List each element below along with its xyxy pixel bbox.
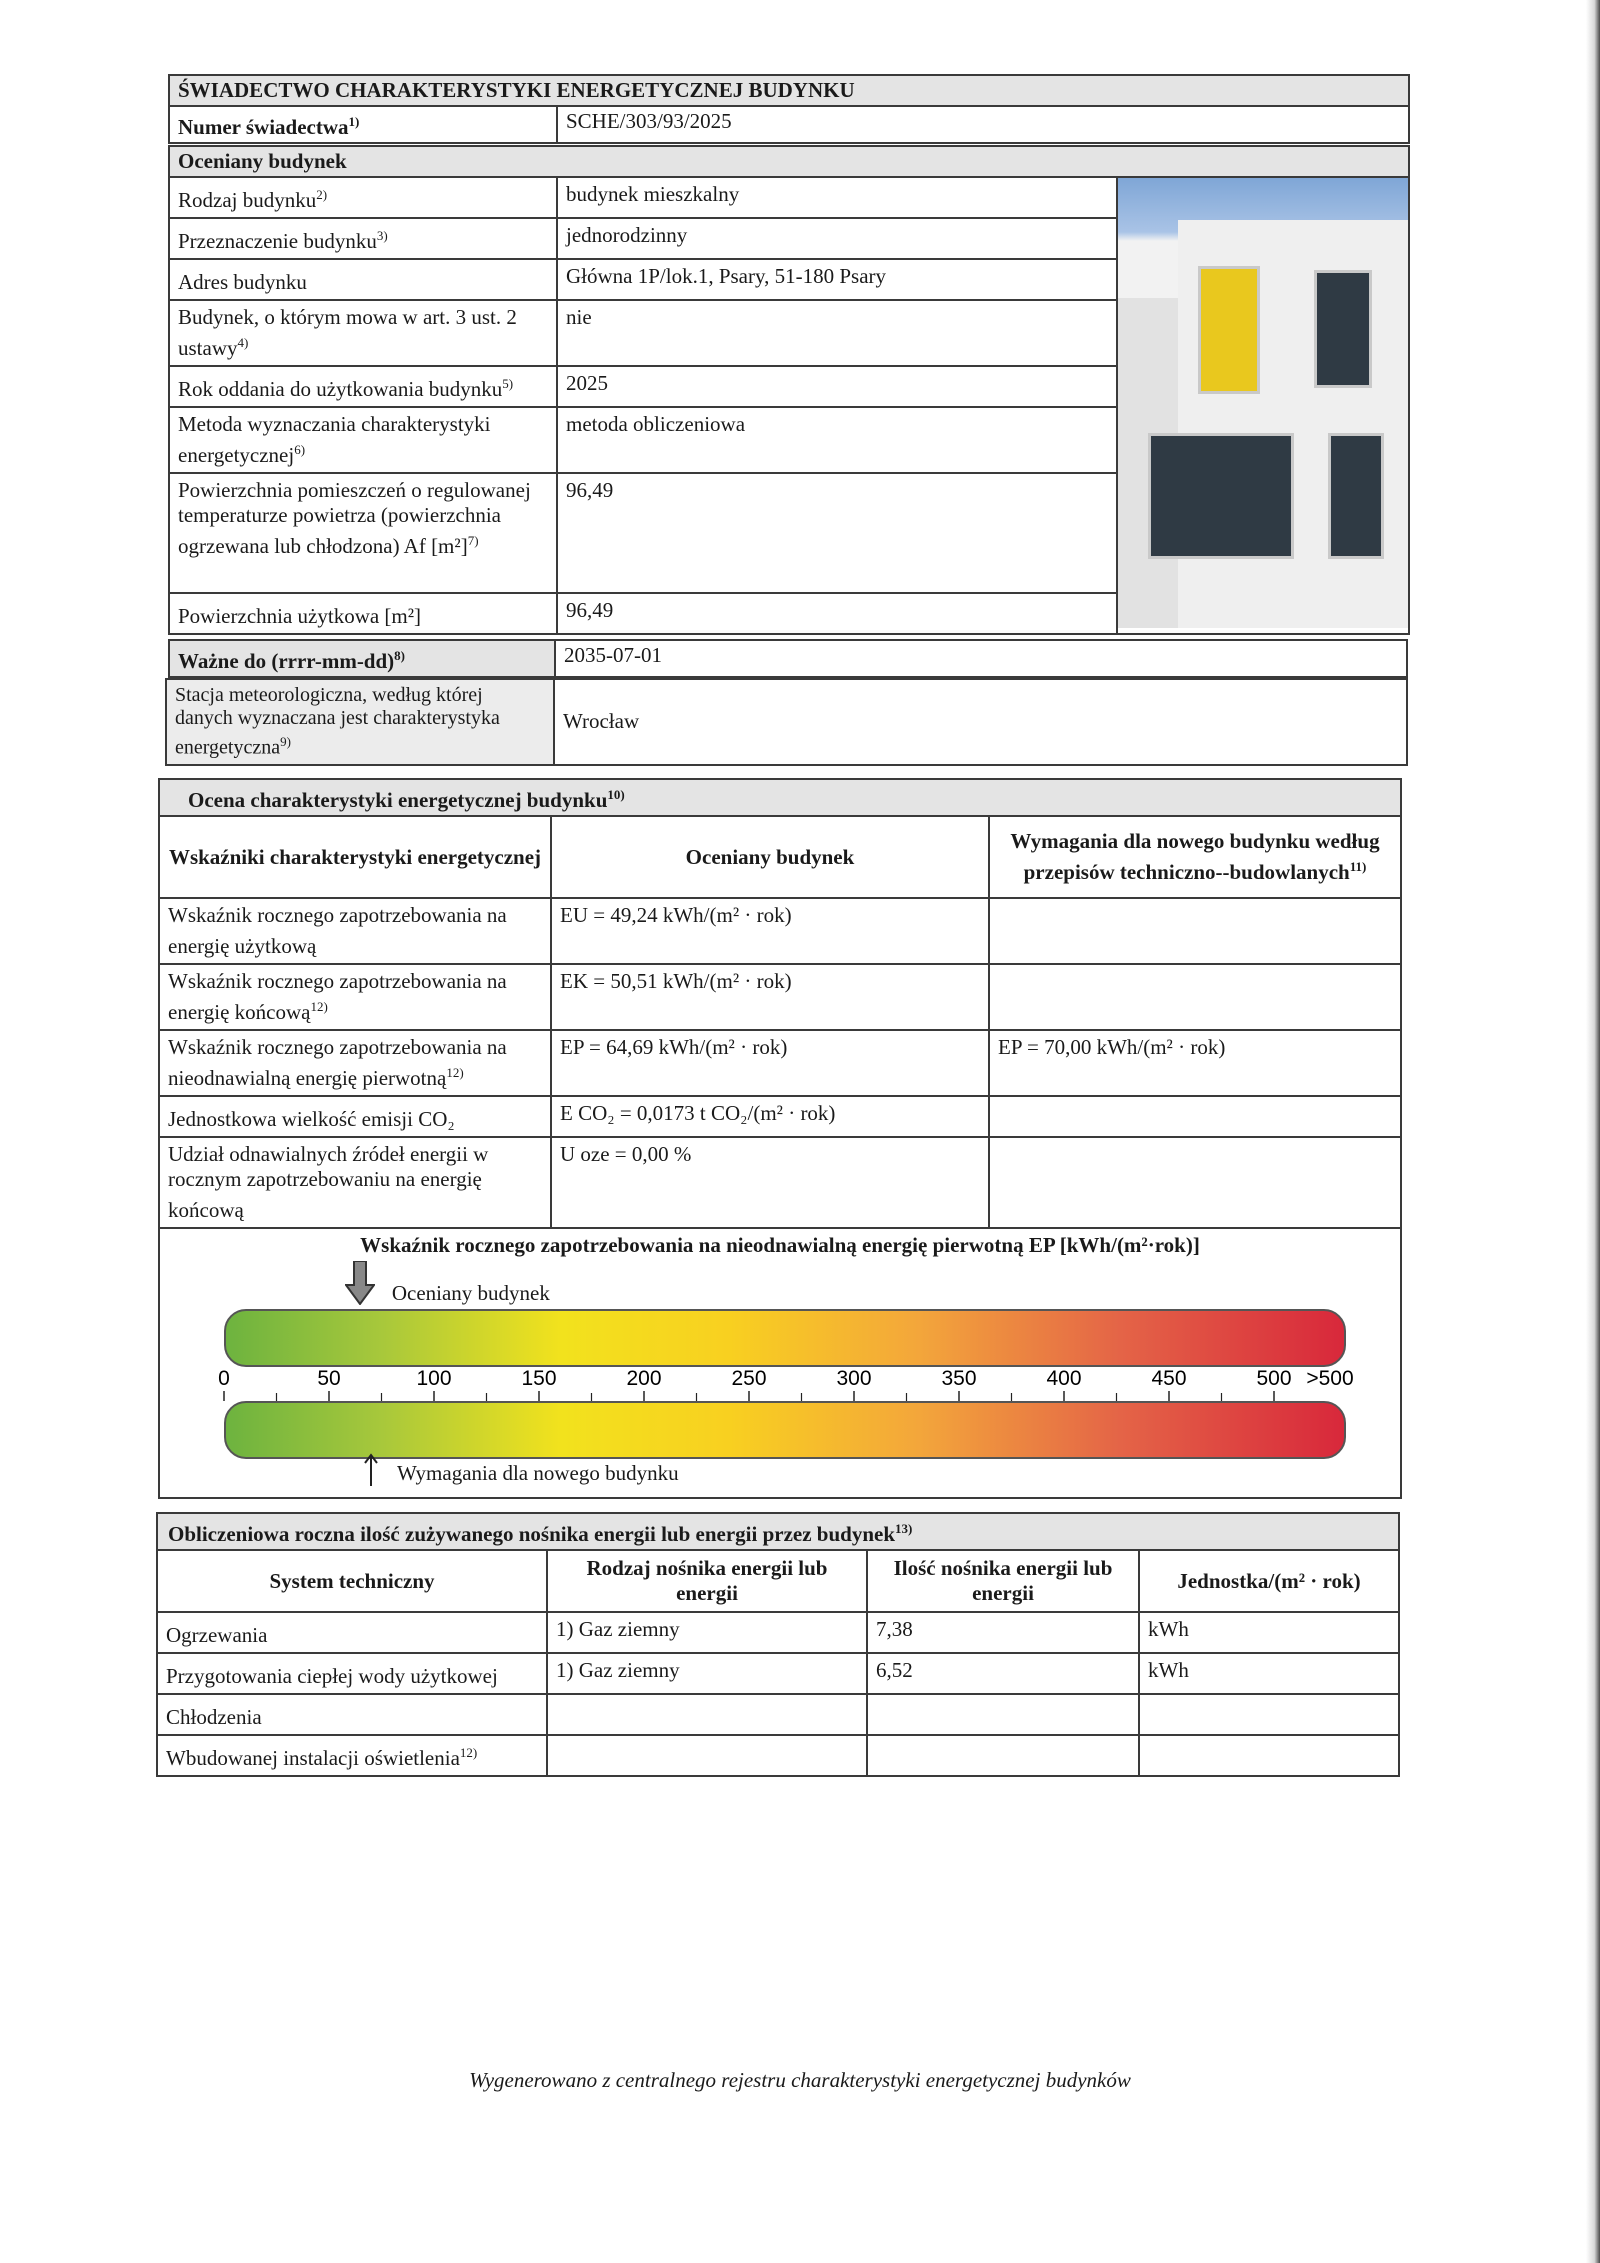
building-row-value: Główna 1P/lok.1, Psary, 51-180 Psary xyxy=(557,259,1117,300)
table-row xyxy=(157,1735,1399,1776)
carrier-type: 1) Gaz ziemny xyxy=(547,1653,867,1694)
scale-tick-label: 50 xyxy=(317,1367,341,1390)
indicator-label: Wskaźnik rocznego zapotrzebowania na energię użytkową xyxy=(159,898,551,964)
col-header-carrier: Rodzaj nośnika energii lub energii xyxy=(547,1550,867,1612)
building-row-label: Metoda wyznaczania charakterystyki energetycznej$^{6)}$ xyxy=(169,407,557,473)
required-arrow-icon xyxy=(363,1453,379,1493)
building-row-label: Rok oddania do użytkowania budynku$^{5)}$ xyxy=(169,366,557,407)
scale-tick-label: 0 xyxy=(218,1367,230,1390)
carrier-type xyxy=(547,1694,867,1735)
indicator-label: Wskaźnik rocznego zapotrzebowania na energię końcową$^{12)}$ xyxy=(159,964,551,1030)
ep-scale-title: Wskaźnik rocznego zapotrzebowania na nieodnawialną energię pierwotną EP [kWh/(m²·rok)] xyxy=(360,1233,1200,1257)
scale-tick-label: 300 xyxy=(836,1367,872,1390)
ep-scale-bar-bottom xyxy=(224,1401,1346,1459)
system-name: Wbudowanej instalacji oświetlenia$^{12)}$ xyxy=(157,1735,547,1776)
indicator-label: Jednostkowa wielkość emisji CO₂ xyxy=(159,1096,551,1137)
col-header-requirements: Wymagania dla nowego budynku według przepisów techniczno--budowlanych$^{11)}$ xyxy=(989,816,1401,898)
indicator-requirement xyxy=(989,964,1401,1030)
building-section xyxy=(168,145,1410,635)
carriers-title: Obliczeniowa roczna ilość zużywanego nośnika energii lub energii przez budynek$^{13)}$ xyxy=(157,1513,1399,1550)
carrier-unit: kWh xyxy=(1139,1653,1399,1694)
carrier-unit: kWh xyxy=(1139,1612,1399,1653)
carrier-amount xyxy=(867,1735,1139,1776)
station-label: Stacja meteorologiczna, według której danych wyznaczana jest charakterystyka energetyczna$^{9)}$ xyxy=(166,679,554,765)
carrier-amount xyxy=(867,1694,1139,1735)
indicator-value: E CO₂ = 0,0173 t CO₂/(m² · rok) xyxy=(551,1096,989,1137)
scale-tick-label: 450 xyxy=(1151,1367,1187,1390)
scale-tick-label: 350 xyxy=(941,1367,977,1390)
system-name: Ogrzewania xyxy=(157,1612,547,1653)
building-row-label: Budynek, o którym mowa w art. 3 ust. 2 ustawy$^{4)}$ xyxy=(169,300,557,366)
assessed-label: Oceniany budynek xyxy=(391,1281,550,1305)
carrier-unit xyxy=(1139,1694,1399,1735)
building-photo xyxy=(1117,177,1409,634)
assessment-title: Ocena charakterystyki energetycznej budynku$^{10)}$ xyxy=(159,779,1401,816)
carrier-type xyxy=(547,1735,867,1776)
indicator-requirement: EP = 70,00 kWh/(m² · rok) xyxy=(989,1030,1401,1096)
assessed-arrow-icon xyxy=(345,1261,375,1311)
certificate-number-label: Numer świadectwa$^{1)}$ xyxy=(169,106,557,143)
system-name: Przygotowania ciepłej wody użytkowej xyxy=(157,1653,547,1694)
certificate-title: ŚWIADECTWO CHARAKTERYSTYKI ENERGETYCZNEJ BUDYNKU xyxy=(169,75,1409,106)
indicator-value: U oze = 0,00 % xyxy=(551,1137,989,1228)
station-value: Wrocław xyxy=(554,679,1407,765)
carrier-unit xyxy=(1139,1735,1399,1776)
col-header-system: System techniczny xyxy=(157,1550,547,1612)
building-row-value: budynek mieszkalny xyxy=(557,177,1117,218)
table-row xyxy=(157,1612,1399,1653)
ep-scale-panel xyxy=(159,1228,1401,1498)
building-row-value: jednorodzinny xyxy=(557,218,1117,259)
assessment-section xyxy=(158,778,1402,1499)
building-row-value: 2025 xyxy=(557,366,1117,407)
footer-note: Wygenerowano z centralnego rejestru charakterystyki energetycznej budynków xyxy=(469,2068,1131,2092)
col-header-unit: Jednostka/(m² · rok) xyxy=(1139,1550,1399,1612)
scan-edge xyxy=(1586,0,1600,2263)
col-header-amount: Ilość nośnika energii lub energii xyxy=(867,1550,1139,1612)
certificate-number: SCHE/303/93/2025 xyxy=(557,106,1409,143)
indicator-label: Udział odnawialnych źródeł energii w rocznym zapotrzebowaniu na energię końcową xyxy=(159,1137,551,1228)
carrier-amount: 7,38 xyxy=(867,1612,1139,1653)
building-row-label: Adres budynku xyxy=(169,259,557,300)
scale-tick-label: 200 xyxy=(626,1367,662,1390)
indicator-requirement xyxy=(989,1137,1401,1228)
system-name: Chłodzenia xyxy=(157,1694,547,1735)
indicator-requirement xyxy=(989,898,1401,964)
col-header-assessed: Oceniany budynek xyxy=(551,816,989,898)
building-row-label: Rodzaj budynku$^{2)}$ xyxy=(169,177,557,218)
building-row-label: Przeznaczenie budynku$^{3)}$ xyxy=(169,218,557,259)
table-row xyxy=(157,1694,1399,1735)
building-row-label: Powierzchnia użytkowa [m²] xyxy=(169,593,557,634)
validity-label: Ważne do (rrrr-mm-dd)$^{8)}$ xyxy=(169,640,555,677)
building-row-value: 96,49 xyxy=(557,593,1117,634)
indicator-requirement xyxy=(989,1096,1401,1137)
scale-tick-label: 250 xyxy=(731,1367,767,1390)
indicator-value: EP = 64,69 kWh/(m² · rok) xyxy=(551,1030,989,1096)
scale-tick-label: 500 xyxy=(1256,1367,1292,1390)
carrier-amount: 6,52 xyxy=(867,1653,1139,1694)
ep-scale-bar-top xyxy=(224,1309,1346,1367)
building-row-value: metoda obliczeniowa xyxy=(557,407,1117,473)
indicator-value: EK = 50,51 kWh/(m² · rok) xyxy=(551,964,989,1030)
indicator-value: EU = 49,24 kWh/(m² · rok) xyxy=(551,898,989,964)
building-row-label: Powierzchnia pomieszczeń o regulowanej temperaturze powietrza (powierzchnia ogrzewana lub chłodzona) Af $[m^2]^{7)}$ xyxy=(169,473,557,593)
validity-section xyxy=(168,639,1408,678)
building-row-value: nie xyxy=(557,300,1117,366)
required-label: Wymagania dla nowego budynku xyxy=(397,1461,679,1485)
scale-tick-label: 400 xyxy=(1046,1367,1082,1390)
building-row-value: 96,49 xyxy=(557,473,1117,593)
scale-tick-label: 100 xyxy=(416,1367,452,1390)
table-row xyxy=(157,1653,1399,1694)
scale-tick-label: 150 xyxy=(521,1367,557,1390)
carriers-section xyxy=(156,1512,1400,1777)
indicator-label: Wskaźnik rocznego zapotrzebowania na nieodnawialną energię pierwotną$^{12)}$ xyxy=(159,1030,551,1096)
building-section-title: Oceniany budynek xyxy=(169,146,1409,177)
validity-date: 2035-07-01 xyxy=(555,640,1407,677)
scale-tick-label: >500 xyxy=(1306,1367,1354,1390)
carrier-type: 1) Gaz ziemny xyxy=(547,1612,867,1653)
col-header-indicators: Wskaźniki charakterystyki energetycznej xyxy=(159,816,551,898)
station-section xyxy=(165,678,1408,766)
certificate-header xyxy=(168,74,1410,144)
